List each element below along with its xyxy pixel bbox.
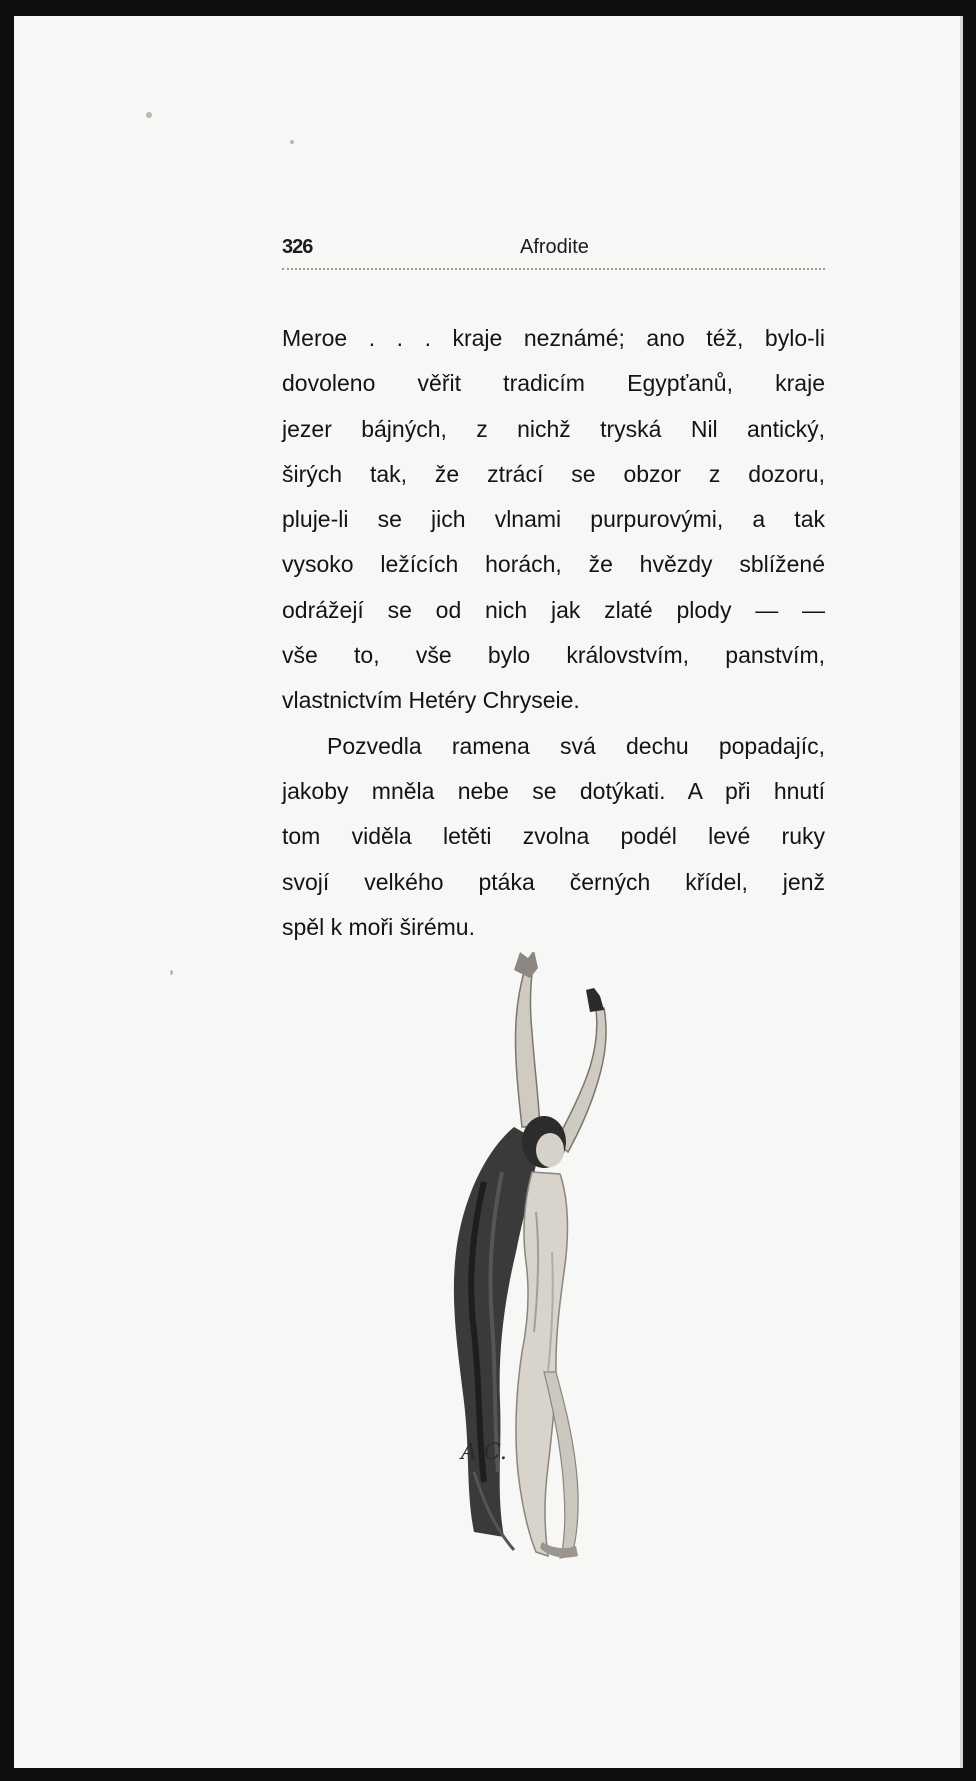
paper-speck [170,970,173,975]
text-line: dovoleno věřit tradicím Egypťanů, kraje [282,370,825,397]
text-line: Pozvedla ramena svá dechu popadajíc, [327,732,825,759]
text-line: svojí velkého ptáka černých křídel, jenž [282,868,825,895]
text-line: tom viděla letěti zvolna podél levé ruky [282,823,825,850]
paper-speck [146,112,152,118]
running-title: Afrodite [520,236,589,258]
artist-signature: A C. [461,1440,507,1465]
paragraph [282,316,825,724]
paper-speck [290,140,294,144]
text-line: spěl k moři širému. [282,913,475,940]
left-arm [515,972,540,1127]
page-header [282,224,825,264]
body [516,1172,568,1556]
body-text [282,316,825,950]
book-page [14,16,963,1768]
left-hand [514,952,538,978]
right-hand [586,988,604,1012]
text-line: vlastnictvím Hetéry Chryseie. [282,687,580,714]
text-line: pluje-li se jich vlnami purpurovými, a tak [282,506,825,533]
text-line: vysoko ležících horách, že hvězdy sblížené [282,551,825,578]
face [536,1133,564,1167]
dancer-illustration [444,952,674,1562]
text-line: vše to, vše bylo královstvím, panstvím, [282,642,825,669]
text-line: širých tak, že ztrácí se obzor z dozoru, [282,460,825,487]
page-number: 326 [282,236,313,258]
header-rule [282,268,825,270]
paragraph [282,724,825,950]
text-line: Meroe . . . kraje neznámé; ano též, bylo-li [282,325,825,351]
text-line: jezer bájných, z nichž tryská Nil antický, [282,415,825,442]
text-line: jakoby mněla nebe se dotýkati. A při hnutí [282,777,825,804]
text-line: odrážejí se od nich jak zlaté plody — — [282,596,825,623]
